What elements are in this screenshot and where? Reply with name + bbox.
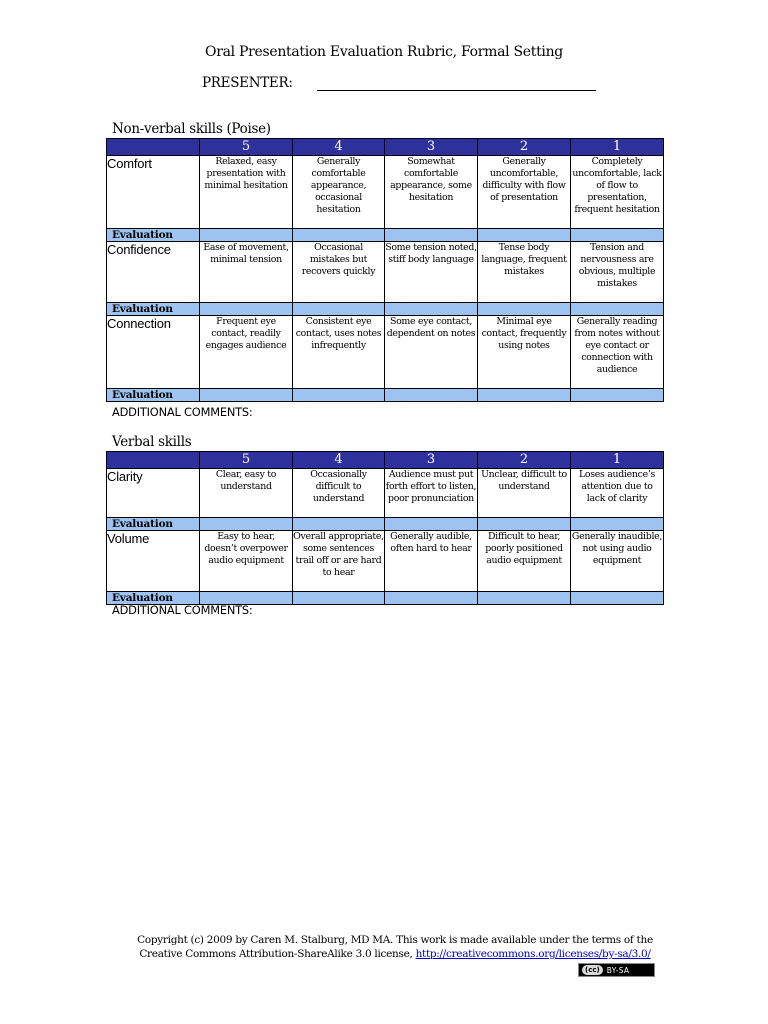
evaluation-cell[interactable] (571, 592, 664, 605)
category-label: Confidence (107, 242, 200, 303)
additional-comments-label: ADDITIONAL COMMENTS: (112, 405, 253, 419)
copyright-line: Copyright (c) 2009 by Caren M. Stalburg, MD MA. This work is made available under the terms of the (137, 934, 653, 946)
evaluation-row (107, 229, 664, 242)
header-blank-cell (107, 452, 200, 469)
rubric-row-confidence (107, 242, 664, 303)
rubric-table-verbal (106, 451, 664, 605)
evaluation-row (107, 518, 664, 531)
criteria-cell: Ease of movement, minimal tension (200, 242, 293, 303)
criteria-cell: Loses audience’s attention due to lack of clarity (571, 469, 664, 518)
header-blank-cell (107, 139, 200, 156)
evaluation-cell[interactable] (571, 518, 664, 531)
evaluation-cell[interactable] (385, 592, 478, 605)
criteria-cell: Audience must put forth effort to listen, poor pronunciation (385, 469, 478, 518)
criteria-cell: Generally comfortable appearance, occasional hesitation (293, 156, 385, 229)
rubric-row-comfort (107, 156, 664, 229)
score-header-row (107, 452, 664, 469)
criteria-cell: Some tension noted, stiff body language (385, 242, 478, 303)
evaluation-cell[interactable] (200, 229, 293, 242)
criteria-cell: Minimal eye contact, frequently using notes (478, 316, 571, 389)
evaluation-cell[interactable] (385, 229, 478, 242)
category-label: Connection (107, 316, 200, 389)
criteria-cell: Generally audible, often hard to hear (385, 531, 478, 592)
license-link[interactable]: http://creativecommons.org/licenses/by-sa/3.0/ (415, 948, 651, 960)
evaluation-cell[interactable] (293, 592, 385, 605)
rubric-row-volume (107, 531, 664, 592)
category-label: Comfort (107, 156, 200, 229)
score-header: 1 (571, 452, 664, 469)
criteria-cell: Generally uncomfortable, difficulty with flow of presentation (478, 156, 571, 229)
evaluation-label: Evaluation (107, 389, 200, 402)
evaluation-cell[interactable] (478, 592, 571, 605)
score-header: 3 (385, 139, 478, 156)
presenter-label: PRESENTER: (202, 75, 293, 91)
rubric-row-clarity (107, 469, 664, 518)
criteria-cell: Some eye contact, dependent on notes (385, 316, 478, 389)
evaluation-cell[interactable] (571, 229, 664, 242)
score-header: 4 (293, 452, 385, 469)
category-label: Clarity (107, 469, 200, 518)
criteria-cell: Difficult to hear, poorly positioned audio equipment (478, 531, 571, 592)
presenter-name-line[interactable] (317, 90, 596, 91)
evaluation-cell[interactable] (571, 389, 664, 402)
section-heading-verbal: Verbal skills (112, 434, 192, 450)
score-header: 1 (571, 139, 664, 156)
document-title: Oral Presentation Evaluation Rubric, Formal Setting (205, 44, 563, 60)
criteria-cell: Occasionally difficult to understand (293, 469, 385, 518)
evaluation-cell[interactable] (293, 229, 385, 242)
evaluation-cell[interactable] (385, 389, 478, 402)
score-header: 5 (200, 139, 293, 156)
score-header: 2 (478, 139, 571, 156)
criteria-cell: Relaxed, easy presentation with minimal hesitation (200, 156, 293, 229)
license-text: Creative Commons Attribution-ShareAlike 3.0 license, (139, 948, 413, 960)
additional-comments-label: ADDITIONAL COMMENTS: (112, 603, 253, 617)
score-header: 3 (385, 452, 478, 469)
score-header: 2 (478, 452, 571, 469)
category-label: Volume (107, 531, 200, 592)
by-sa-label: BY-SA (606, 965, 630, 975)
evaluation-cell[interactable] (293, 303, 385, 316)
evaluation-cell[interactable] (293, 389, 385, 402)
cc-logo-icon: (cc) (582, 965, 603, 975)
evaluation-cell[interactable] (385, 303, 478, 316)
evaluation-cell[interactable] (478, 229, 571, 242)
criteria-cell: Generally inaudible, not using audio equipment (571, 531, 664, 592)
section-heading-nonverbal: Non-verbal skills (Poise) (112, 121, 271, 137)
criteria-cell: Clear, easy to understand (200, 469, 293, 518)
evaluation-row (107, 389, 664, 402)
evaluation-cell[interactable] (200, 518, 293, 531)
criteria-cell: Tension and nervousness are obvious, multiple mistakes (571, 242, 664, 303)
cc-by-sa-badge[interactable] (578, 963, 655, 977)
criteria-cell: Consistent eye contact, uses notes infrequently (293, 316, 385, 389)
criteria-cell: Completely uncomfortable, lack of flow to presentation, frequent hesitation (571, 156, 664, 229)
license-line (120, 947, 670, 961)
copyright-footer (120, 933, 670, 961)
criteria-cell: Overall appropriate, some sentences trail off or are hard to hear (293, 531, 385, 592)
criteria-cell: Generally reading from notes without eye contact or connection with audience (571, 316, 664, 389)
score-header: 4 (293, 139, 385, 156)
rubric-row-connection (107, 316, 664, 389)
evaluation-row (107, 303, 664, 316)
criteria-cell: Occasional mistakes but recovers quickly (293, 242, 385, 303)
criteria-cell: Tense body language, frequent mistakes (478, 242, 571, 303)
evaluation-label: Evaluation (107, 229, 200, 242)
criteria-cell: Frequent eye contact, readily engages audience (200, 316, 293, 389)
evaluation-cell[interactable] (571, 303, 664, 316)
evaluation-cell[interactable] (293, 518, 385, 531)
evaluation-cell[interactable] (478, 518, 571, 531)
criteria-cell: Unclear, difficult to understand (478, 469, 571, 518)
evaluation-label: Evaluation (107, 592, 200, 605)
evaluation-cell[interactable] (200, 389, 293, 402)
rubric-table-nonverbal (106, 138, 664, 402)
evaluation-cell[interactable] (478, 389, 571, 402)
criteria-cell: Easy to hear, doesn’t overpower audio equipment (200, 531, 293, 592)
criteria-cell: Somewhat comfortable appearance, some hesitation (385, 156, 478, 229)
score-header: 5 (200, 452, 293, 469)
evaluation-cell[interactable] (478, 303, 571, 316)
evaluation-label: Evaluation (107, 303, 200, 316)
evaluation-cell[interactable] (385, 518, 478, 531)
evaluation-cell[interactable] (200, 303, 293, 316)
evaluation-label: Evaluation (107, 518, 200, 531)
score-header-row (107, 139, 664, 156)
